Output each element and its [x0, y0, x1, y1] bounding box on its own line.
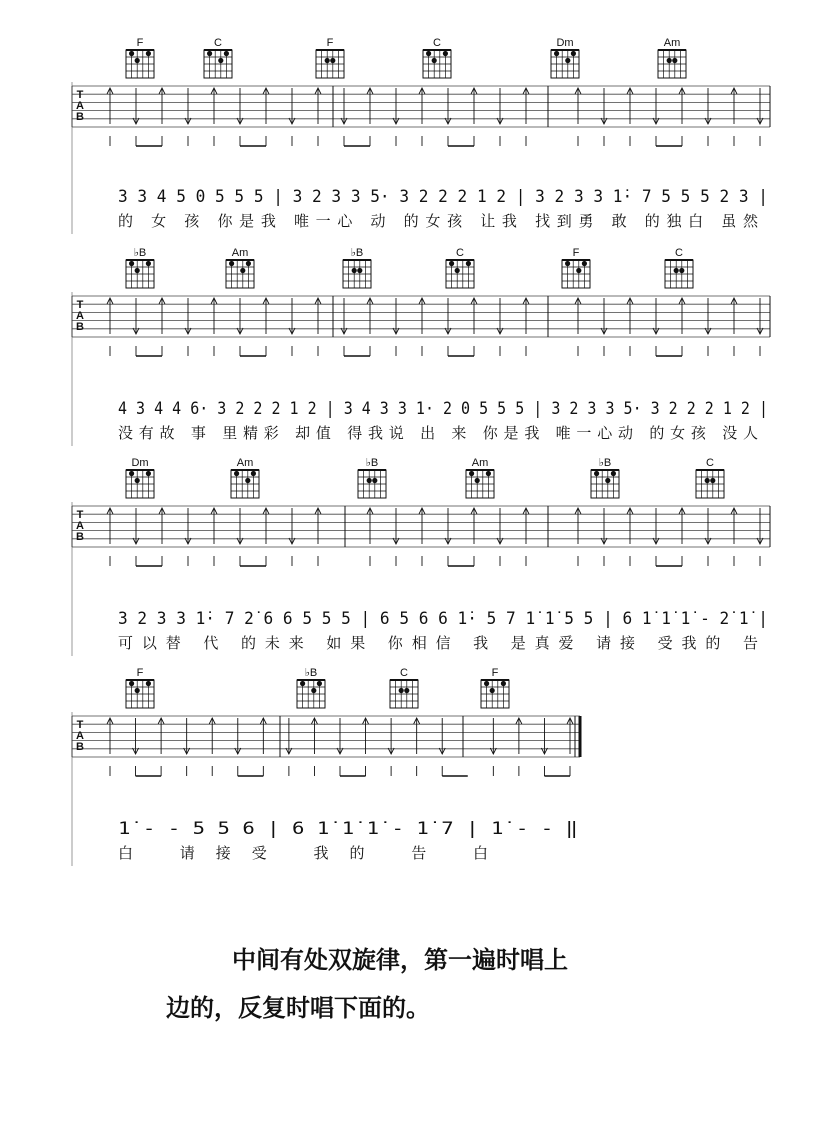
jianpu-notes: 4 3 4 4 6· 3 2 2 2 1 2 | 3 4 3 3 1· 2 0 5 5 5 | 3 2 3 3 5· 3 2 2 2 1 2 |: [118, 399, 768, 419]
finger-dot: [146, 681, 151, 686]
chord-label: Am: [231, 247, 249, 259]
finger-dot: [135, 268, 140, 273]
finger-dot: [311, 688, 316, 693]
finger-dot: [246, 261, 251, 266]
finger-dot: [594, 471, 599, 476]
finger-dot: [251, 471, 256, 476]
finger-dot: [245, 478, 250, 483]
finger-dot: [466, 261, 471, 266]
finger-dot: [605, 478, 610, 483]
finger-dot: [367, 478, 372, 483]
chord-label: C: [214, 37, 222, 49]
finger-dot: [300, 681, 305, 686]
finger-dot: [357, 268, 362, 273]
finger-dot: [582, 261, 587, 266]
chord-label: C: [400, 667, 408, 679]
lyrics-line: 可以替 代 的未来 如果 你相信 我 是真爱 请接 受我的 告: [118, 634, 758, 652]
finger-dot: [129, 261, 134, 266]
lyrics-line: 的 女 孩 你是我 唯一心 动 的女孩 让我 找到勇 敢 的独白 虽然: [118, 212, 758, 230]
chord-label: C: [675, 247, 683, 259]
tab-letter: B: [76, 531, 84, 543]
chord-label: ♭B: [365, 457, 379, 469]
tab-letter: A: [76, 730, 84, 742]
finger-dot: [490, 688, 495, 693]
finger-dot: [667, 58, 672, 63]
finger-dot: [501, 681, 506, 686]
chord-label: F: [136, 667, 144, 679]
finger-dot: [330, 58, 335, 63]
jianpu-notes: 3 3 4 5 0 5 5 5 | 3 2 3 3 5· 3 2 2 2 1 2 | 3 2 3 3 1̇· 7 5 5 5 2 3 |: [118, 187, 768, 207]
tab-letter: T: [76, 509, 84, 521]
finger-dot: [705, 478, 710, 483]
finger-dot: [399, 688, 404, 693]
finger-dot: [455, 268, 460, 273]
finger-dot: [571, 51, 576, 56]
finger-dot: [135, 478, 140, 483]
tab-letter: T: [76, 299, 84, 311]
chord-label: ♭B: [133, 247, 147, 259]
chord-label: ♭B: [304, 667, 318, 679]
finger-dot: [554, 51, 559, 56]
finger-dot: [317, 681, 322, 686]
finger-dot: [469, 471, 474, 476]
chord-label: C: [706, 457, 714, 469]
chord-label: C: [433, 37, 441, 49]
finger-dot: [240, 268, 245, 273]
chord-label: F: [326, 37, 334, 49]
finger-dot: [672, 58, 677, 63]
finger-dot: [325, 58, 330, 63]
lyrics-line: 白 请接受 我的 告 白: [118, 844, 488, 862]
tab-letter: T: [76, 719, 84, 731]
chord-label: Am: [236, 457, 254, 469]
finger-dot: [475, 478, 480, 483]
finger-dot: [486, 471, 491, 476]
lyrics-line: 没有故 事 里精彩 却值 得我说 出 来 你是我 唯一心动 的女孩 没人: [118, 424, 759, 442]
jianpu-notes: 1̇ - - 5 5 6 | 6 1̇ 1̇ 1̇ - 1̇ 7 | 1̇ - - ‖: [118, 819, 578, 839]
tab-letter: A: [76, 520, 84, 532]
finger-dot: [576, 268, 581, 273]
jianpu-notes: 3 2 3 3 1̇· 7 2̇ 6 6 5 5 5 | 6 5 6 6 1̇· 5 7 1̇ 1̇ 5 5 | 6 1̇ 1̇ 1̇ - 2̇ 1̇ |: [118, 609, 768, 629]
footnote-line-1: 中间有处双旋律，第一遍时唱上: [232, 946, 568, 974]
finger-dot: [146, 51, 151, 56]
finger-dot: [432, 58, 437, 63]
chord-label: F: [136, 37, 144, 49]
chord-label: ♭B: [598, 457, 612, 469]
chord-label: ♭B: [350, 247, 364, 259]
finger-dot: [129, 471, 134, 476]
tab-letter: T: [76, 89, 84, 101]
finger-dot: [129, 681, 134, 686]
finger-dot: [135, 58, 140, 63]
finger-dot: [372, 478, 377, 483]
finger-dot: [565, 261, 570, 266]
finger-dot: [207, 51, 212, 56]
tab-letter: A: [76, 100, 84, 112]
finger-dot: [443, 51, 448, 56]
finger-dot: [426, 51, 431, 56]
chord-label: Dm: [131, 457, 149, 469]
tab-letter: A: [76, 310, 84, 322]
finger-dot: [352, 268, 357, 273]
finger-dot: [674, 268, 679, 273]
chord-label: F: [491, 667, 499, 679]
tab-letter: B: [76, 741, 84, 753]
finger-dot: [129, 51, 134, 56]
tab-letter: B: [76, 111, 84, 123]
chord-label: Am: [663, 37, 681, 49]
finger-dot: [449, 261, 454, 266]
finger-dot: [135, 688, 140, 693]
finger-dot: [404, 688, 409, 693]
finger-dot: [146, 471, 151, 476]
finger-dot: [710, 478, 715, 483]
chord-label: Dm: [556, 37, 574, 49]
finger-dot: [611, 471, 616, 476]
finger-dot: [218, 58, 223, 63]
finger-dot: [679, 268, 684, 273]
finger-dot: [565, 58, 570, 63]
chord-label: C: [456, 247, 464, 259]
chord-label: F: [572, 247, 580, 259]
finger-dot: [484, 681, 489, 686]
chord-label: Am: [471, 457, 489, 469]
finger-dot: [224, 51, 229, 56]
tab-letter: B: [76, 321, 84, 333]
finger-dot: [234, 471, 239, 476]
footnote-line-2: 边的，反复时唱下面的。: [166, 994, 430, 1022]
finger-dot: [229, 261, 234, 266]
finger-dot: [146, 261, 151, 266]
